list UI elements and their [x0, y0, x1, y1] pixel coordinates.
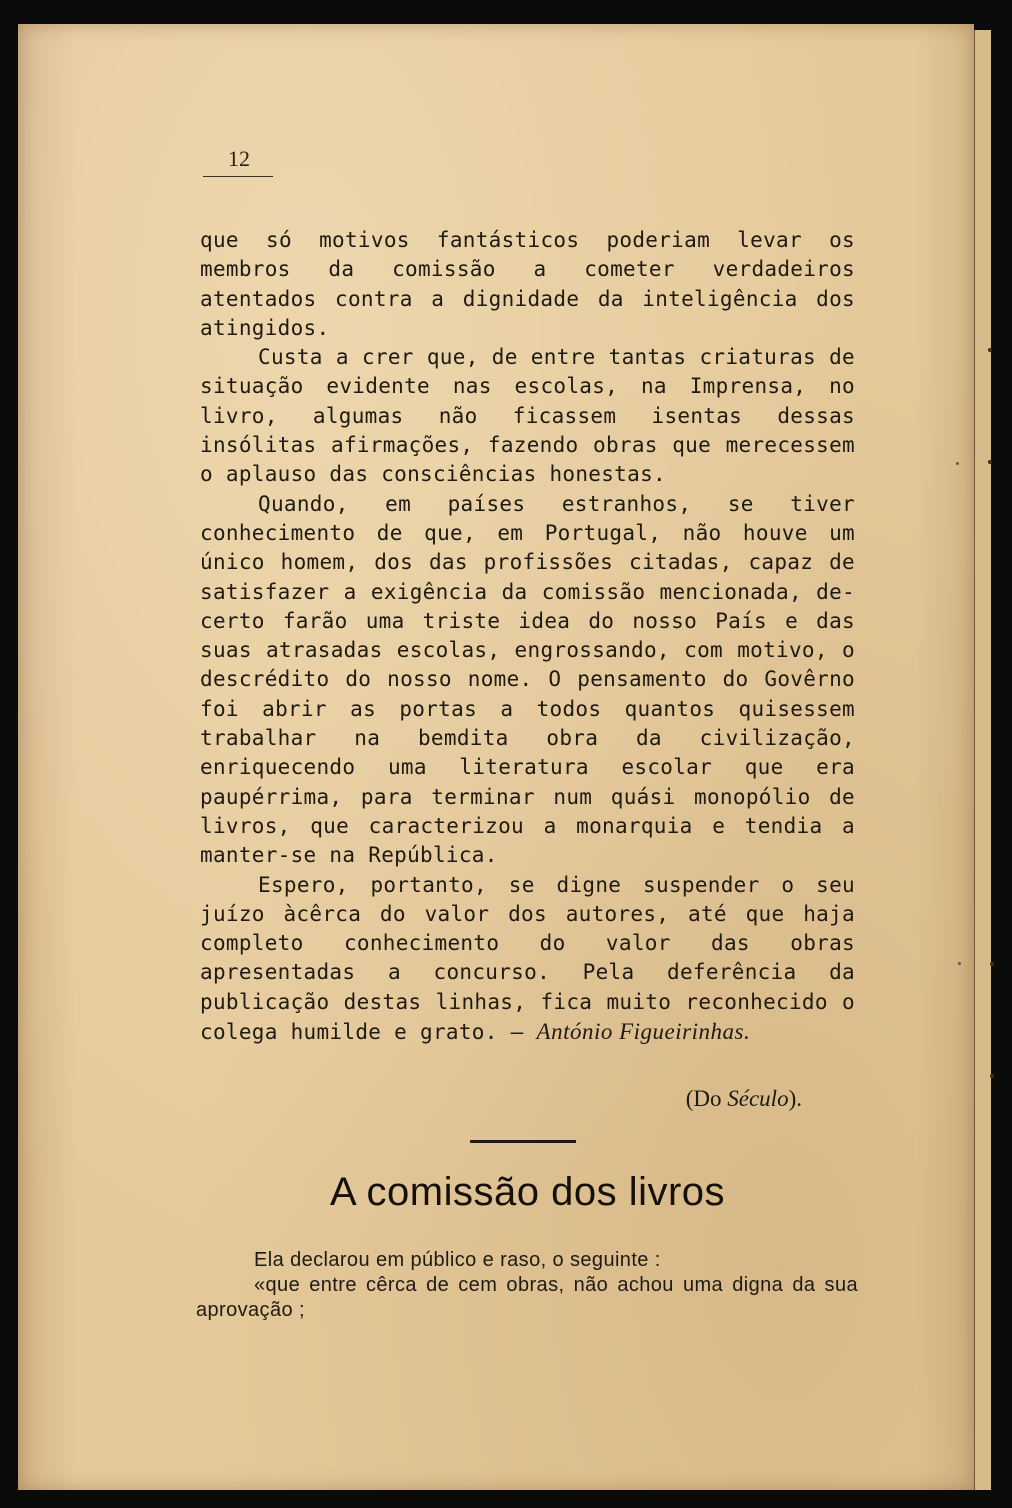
section-heading: A comissão dos livros	[329, 1170, 726, 1214]
section-intro	[196, 1248, 858, 1323]
margin-speck	[988, 460, 992, 464]
section-line-2: «que entre cêrca de cem obras, não achou uma digna da sua aprovação ;	[196, 1274, 858, 1321]
page-number-underline	[203, 176, 273, 177]
margin-speck	[988, 348, 992, 352]
page-number: 12	[228, 146, 250, 171]
margin-speck	[990, 962, 994, 966]
margin-speck	[990, 1074, 994, 1078]
paragraph-4-text: Espero, portanto, se digne suspender o seu juízo àcêrca do valor dos autores, até que haja completo conhecimento do valor das obras apresentadas a concurso. Pela deferência da publicação destas linhas, fica muito reconhecido o colega humilde e grato. —	[200, 872, 855, 1045]
adjacent-page-edge	[974, 30, 991, 1490]
letter-body	[200, 226, 855, 1047]
paragraph-1: que só motivos fantásticos poderiam levar os membros da comissão a cometer verdadeiros atentados contra a dignidade da inteligência dos atingidos.	[200, 228, 855, 340]
margin-speck	[956, 462, 959, 465]
source-open: (Do	[685, 1086, 728, 1111]
signature: António Figueirinhas.	[536, 1019, 751, 1045]
source-name: Século	[727, 1086, 789, 1111]
section-divider	[470, 1140, 576, 1143]
margin-speck	[958, 962, 961, 965]
source-close: ).	[788, 1086, 802, 1111]
paragraph-3: Quando, em países estranhos, se tiver conhecimento de que, em Portugal, não houve um único homem, dos das profissões citadas, capaz de satisfazer a exigência da comissão mencionada, de-certo farão uma triste idea do nosso País e das suas atrasadas escolas, engrossando, com motivo, o descrédito do nosso nome. O pensamento do Govêrno foi abrir as portas a todos quantos quisessem trabalhar na bemdita obra da civilização, enriquecendo uma literatura escolar que era paupérrima, para terminar num quási monopólio de livros, que caracterizou a monarquia e tendia a manter-se na República.	[200, 491, 855, 868]
paragraph-4	[200, 871, 855, 1048]
section-line-1: Ela declarou em público e raso, o seguinte :	[254, 1249, 661, 1271]
source-citation	[570, 1086, 802, 1112]
paragraph-2: Custa a crer que, de entre tantas criaturas de situação evidente nas escolas, na Imprensa, no livro, algumas não ficassem isentas dessas insólitas afirmações, fazendo obras que merecessem o aplauso das consciências honestas.	[200, 345, 855, 487]
